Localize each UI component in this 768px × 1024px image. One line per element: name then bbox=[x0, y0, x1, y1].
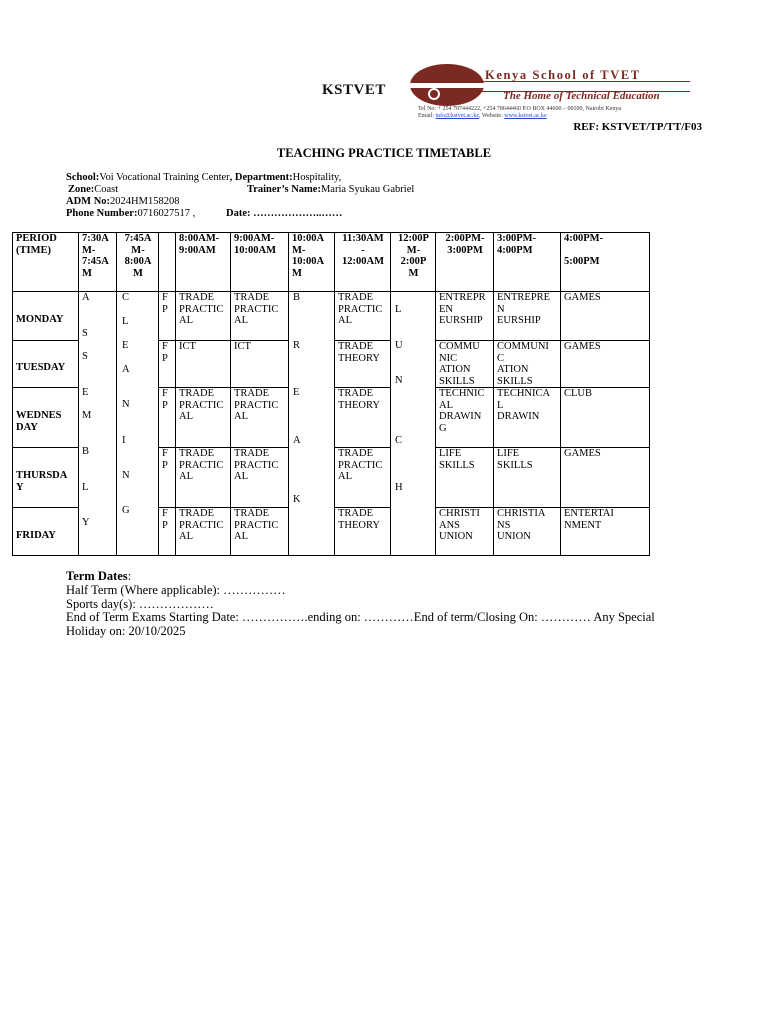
day-label: TUESDAY bbox=[16, 362, 66, 373]
cleaning-letter: N bbox=[122, 470, 130, 481]
assembly-letter: B bbox=[82, 446, 90, 457]
merged-cell-mask bbox=[289, 507, 334, 508]
break-letter: K bbox=[293, 494, 301, 505]
holiday-line: Holiday on: 20/10/2025 bbox=[66, 624, 186, 638]
header-cell: 11:30AM - 12:00AM bbox=[342, 233, 384, 268]
merged-cell-mask bbox=[391, 507, 435, 508]
fp-cell: F P bbox=[162, 448, 168, 471]
phone-line: Phone Number:0716027517 , bbox=[66, 208, 196, 219]
email-link[interactable]: info@kstvet.ac.ke bbox=[435, 113, 480, 119]
page-title: TEACHING PRACTICE TIMETABLE bbox=[276, 146, 492, 160]
merged-cell-mask bbox=[391, 447, 435, 448]
logo-text: KSTVET bbox=[322, 82, 386, 98]
contact-web-line bbox=[418, 113, 547, 119]
lesson-cell: GAMES bbox=[564, 448, 601, 459]
cleaning-letter: E bbox=[122, 340, 129, 351]
lesson-cell: TRADE PRACTIC AL bbox=[234, 448, 279, 483]
break-letter: A bbox=[293, 435, 301, 446]
lesson-cell: TRADE THEORY bbox=[338, 341, 380, 364]
fp-cell: F P bbox=[162, 292, 168, 315]
cleaning-letter: I bbox=[122, 435, 126, 446]
adm-value: 2024HM158208 bbox=[110, 196, 180, 207]
lesson-cell: LIFE SKILLS bbox=[439, 448, 475, 471]
lesson-cell: ICT bbox=[179, 341, 196, 352]
date-line: Date: ………………..…… bbox=[226, 208, 343, 219]
header-cell: 12:00P M- 2:00P M bbox=[398, 233, 429, 279]
contact-line: Tel No: + 254 707444222, +254 78644460 P.O BOX 44600 – 00100, Nairobi Kenya bbox=[418, 106, 622, 112]
break-letter: B bbox=[293, 292, 301, 303]
zone-value: Coast bbox=[94, 184, 119, 195]
website-label: , Website: bbox=[479, 113, 503, 119]
header-cell: 4:00PM- 5:00PM bbox=[564, 233, 604, 268]
lesson-cell: CLUB bbox=[564, 388, 593, 399]
cleaning-letter: N bbox=[122, 399, 130, 410]
header-cell: 3:00PM- 4:00PM bbox=[497, 233, 537, 256]
lunch-letter: H bbox=[395, 482, 403, 493]
lunch-letter: L bbox=[395, 304, 402, 315]
break-letter: E bbox=[293, 387, 300, 398]
grid-hline bbox=[12, 291, 650, 292]
lesson-cell: COMMU NIC ATION SKILLS bbox=[439, 341, 480, 387]
cleaning-letter: L bbox=[122, 316, 129, 327]
merged-cell-mask bbox=[289, 447, 334, 448]
school-motto: The Home of Technical Education bbox=[503, 90, 660, 102]
email-label: Email: bbox=[418, 113, 434, 119]
fp-cell: F P bbox=[162, 508, 168, 531]
assembly-letter: Y bbox=[82, 517, 90, 528]
lesson-cell: CHRISTIA NS UNION bbox=[497, 508, 546, 543]
lesson-cell: GAMES bbox=[564, 341, 601, 352]
lesson-cell: ENTREPR EN EURSHIP bbox=[439, 292, 486, 327]
day-label: MONDAY bbox=[16, 314, 64, 325]
lesson-cell: TRADE PRACTIC AL bbox=[234, 292, 279, 327]
lesson-cell: LIFE SKILLS bbox=[497, 448, 533, 471]
lesson-cell: TRADE THEORY bbox=[338, 388, 380, 411]
letterhead bbox=[320, 62, 700, 122]
lunch-letter: U bbox=[395, 340, 403, 351]
lesson-cell: COMMUNI C ATION SKILLS bbox=[497, 341, 549, 387]
lesson-cell: TECHNIC AL DRAWIN G bbox=[439, 388, 485, 434]
lesson-cell: TRADE PRACTIC AL bbox=[179, 508, 224, 543]
phone-value: 0716027517 , bbox=[137, 208, 196, 219]
merged-cell-mask bbox=[79, 507, 116, 508]
lesson-cell: ENTERTAI NMENT bbox=[564, 508, 614, 531]
department-value: Hospitality, bbox=[292, 172, 342, 183]
fp-cell: F P bbox=[162, 388, 168, 411]
assembly-letter: S bbox=[82, 328, 88, 339]
merged-cell-mask bbox=[117, 447, 158, 448]
header-cell: 7:45A M- 8:00A M bbox=[124, 233, 152, 279]
assembly-letter: A bbox=[82, 292, 90, 303]
lesson-cell: TRADE PRACTIC AL bbox=[179, 388, 224, 423]
lesson-cell: TRADE PRACTIC AL bbox=[338, 448, 383, 483]
header-cell: 7:30A M- 7:45A M bbox=[82, 233, 109, 279]
cleaning-letter: G bbox=[122, 505, 130, 516]
break-letter: R bbox=[293, 340, 301, 351]
lesson-cell: TRADE PRACTIC AL bbox=[234, 388, 279, 423]
lesson-cell: TRADE PRACTIC AL bbox=[338, 292, 383, 327]
half-term-line: Half Term (Where applicable): …………… bbox=[66, 583, 286, 597]
lesson-cell: TRADE PRACTIC AL bbox=[179, 292, 224, 327]
lesson-cell: ENTREPRE N EURSHIP bbox=[497, 292, 551, 327]
website-link[interactable]: www.kstvet.ac.ke bbox=[504, 113, 547, 119]
lunch-letter: N bbox=[395, 375, 403, 386]
assembly-letter: E bbox=[82, 387, 89, 398]
lesson-cell: GAMES bbox=[564, 292, 601, 303]
merged-cell-mask bbox=[79, 340, 116, 341]
trainer-value: Maria Syukau Gabriel bbox=[320, 184, 415, 195]
adm-line: ADM No:2024HM158208 bbox=[66, 196, 180, 207]
grid-hline bbox=[12, 555, 650, 556]
lesson-cell: TECHNICA L DRAWIN bbox=[497, 388, 551, 423]
fp-cell: F P bbox=[162, 341, 168, 364]
lesson-cell: TRADE PRACTIC AL bbox=[234, 508, 279, 543]
lesson-cell: TRADE PRACTIC AL bbox=[179, 448, 224, 483]
timetable bbox=[12, 232, 650, 556]
day-label: FRIDAY bbox=[16, 530, 56, 541]
term-dates-heading: Term Dates: bbox=[66, 569, 132, 583]
cleaning-letter: A bbox=[122, 364, 130, 375]
merged-cell-mask bbox=[117, 387, 158, 388]
lesson-cell: CHRISTI ANS UNION bbox=[439, 508, 480, 543]
header-cell: 9:00AM- 10:00AM bbox=[234, 233, 276, 256]
header-cell: 2:00PM- 3:00PM bbox=[445, 233, 485, 256]
lesson-cell: TRADE THEORY bbox=[338, 508, 380, 531]
assembly-letter: M bbox=[82, 410, 92, 421]
assembly-letter: S bbox=[82, 351, 88, 362]
school-value: Voi Vocational Training Center bbox=[99, 172, 230, 183]
header-cell: 10:00A M- 10:00A M bbox=[292, 233, 325, 279]
zone-line: Zone:Coast bbox=[68, 184, 119, 195]
cleaning-letter: C bbox=[122, 292, 130, 303]
school-name: Kenya School of TVET bbox=[485, 68, 641, 82]
sports-day-line: Sports day(s): ……………… bbox=[66, 597, 214, 611]
assembly-letter: L bbox=[82, 482, 89, 493]
exams-line: End of Term Exams Starting Date: …………….ending on: …………End of term/Closing On: ………… Any Special bbox=[66, 610, 655, 624]
school-department-line: School:Voi Vocational Training Center, Department:Hospitality, bbox=[66, 172, 342, 183]
day-label: WEDNES DAY bbox=[16, 410, 62, 433]
merged-cell-mask bbox=[391, 387, 435, 388]
header-cell: PERIOD (TIME) bbox=[16, 233, 57, 256]
header-cell: 8:00AM- 9:00AM bbox=[179, 233, 220, 256]
day-label: THURSDA Y bbox=[16, 470, 68, 493]
lunch-letter: C bbox=[395, 435, 403, 446]
document-reference: REF: KSTVET/TP/TT/F03 bbox=[573, 121, 702, 133]
trainer-line: Trainer’s Name:Maria Syukau Gabriel bbox=[247, 184, 415, 195]
lesson-cell: ICT bbox=[234, 341, 251, 352]
